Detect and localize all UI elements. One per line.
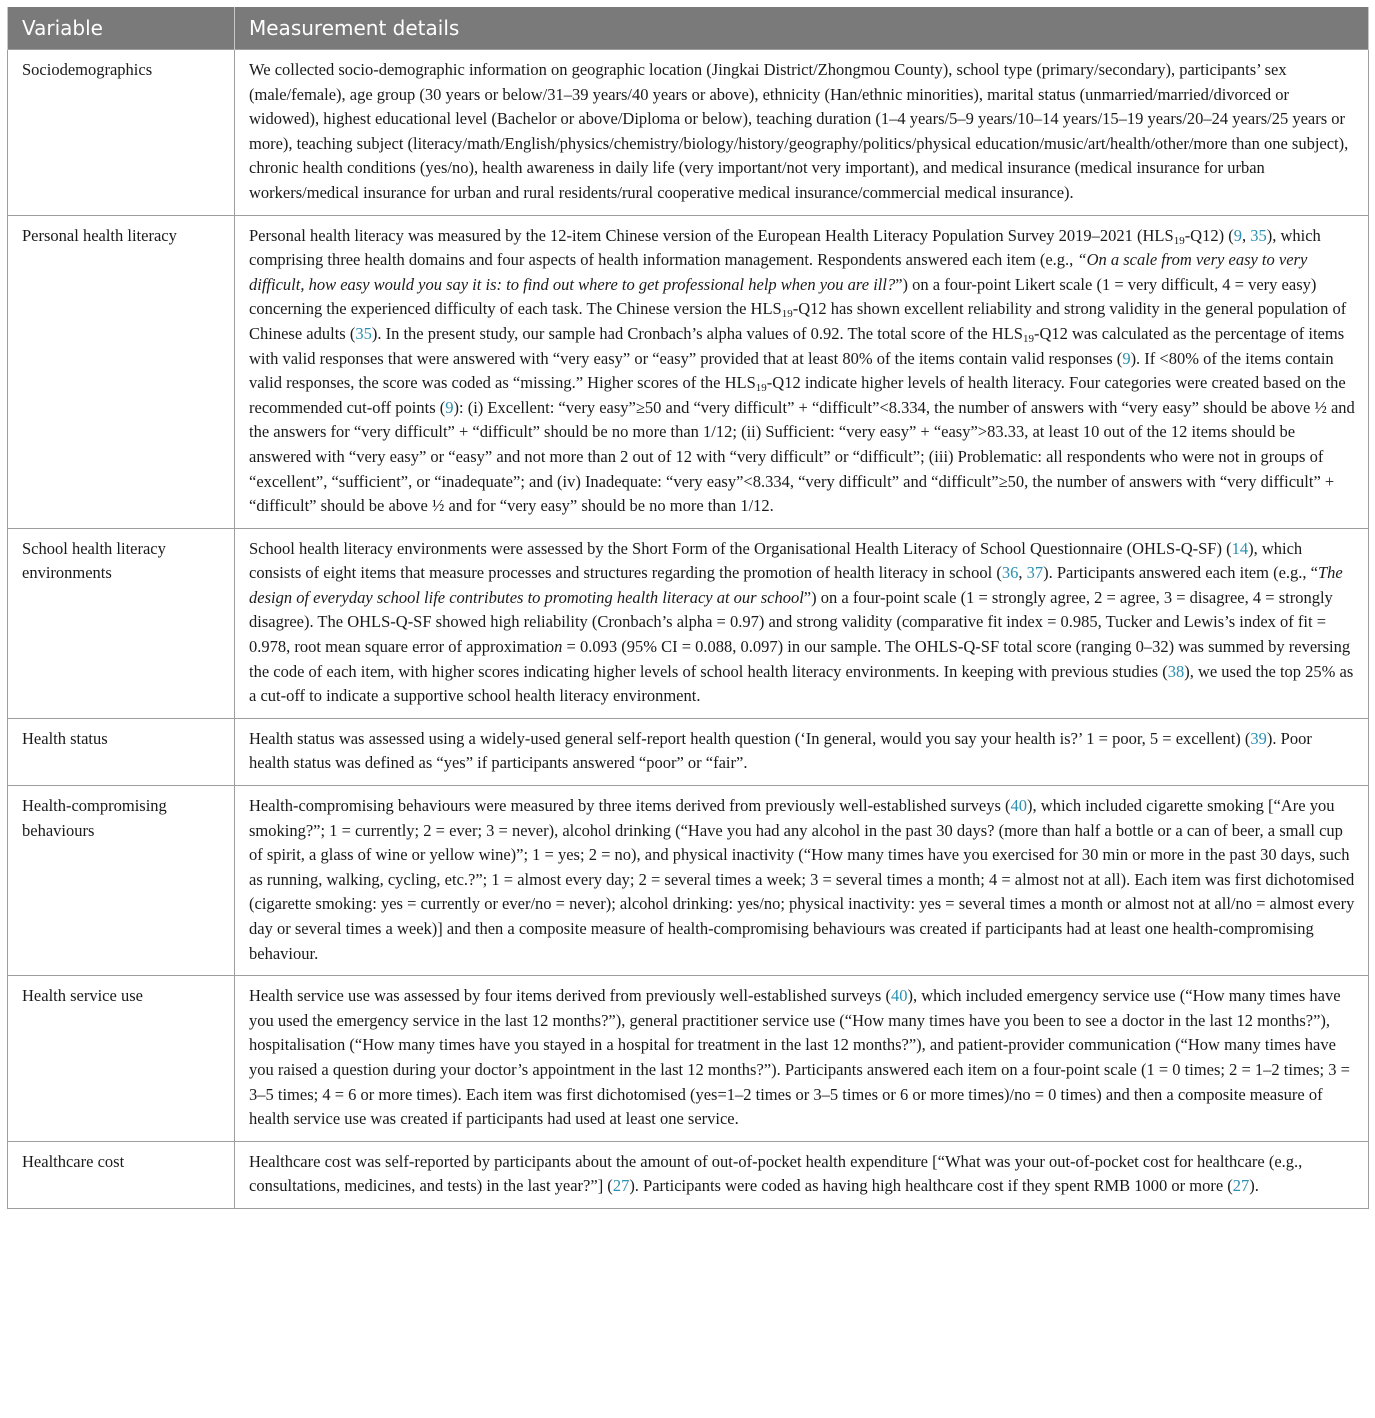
- example-quote: The design of everyday school life contributes to promoting health literacy at our school: [249, 563, 1343, 607]
- variable-cell: School health literacy environments: [8, 528, 235, 718]
- reference-link[interactable]: 40: [890, 986, 908, 1006]
- variable-cell: Personal health literacy: [8, 215, 235, 528]
- example-quote: “On a scale from very easy to very difficult, how easy would you say it is: to find out where to get professional help when you are ill?: [249, 250, 1308, 294]
- table-row: [8, 718, 1369, 785]
- header-variable: Variable: [8, 7, 235, 50]
- subscript: 19: [1173, 234, 1185, 247]
- details-cell: Health service use was assessed by four items derived from previously well-established surveys (40), which included emergency service use (“How many times have you used the emergency service in the last 12 months?”), general practitioner service use (“How many times have you been to see a doctor in the last 12 months?”), hospitalisation (“How many times have you stayed in a hospital for treatment in the last 12 months?”), and patient-provider communication (“How many times have you raised a question during your doctor’s appointment in the last 12 months?”). Participants answered each item on a four-point scale (1 = 0 times; 2 = 1–2 times; 3 = 3–5 times; 4 = 6 or more times). Each item was first dichotomised (yes=1–2 times or 3–5 times or 6 or more times)/no = 0 times) and then a composite measure of health service use was created if participants had used at least one service.: [235, 976, 1369, 1142]
- subscript: 19: [1022, 332, 1034, 345]
- header-measurement-details: Measurement details: [235, 7, 1369, 50]
- reference-link[interactable]: 14: [1231, 538, 1249, 558]
- subscript: 19: [755, 382, 767, 395]
- reference-link[interactable]: 9: [1233, 225, 1242, 245]
- details-cell: We collected socio-demographic information on geographic location (Jingkai District/Zhongmou County), school type (primary/secondary), participants’ sex (male/female), age group (30 years or below/31–39 years/40 years or above), ethnicity (Han/ethnic minorities), marital status (unmarried/married/divorced or widowed), highest educational level (Bachelor or above/Diploma or below), teaching duration (1–4 years/5–9 years/10–14 years/15–19 years/20–24 years/25 years or more), teaching subject (literacy/math/English/physics/chemistry/biology/history/geography/politics/physical education/music/art/health/other/more than one subject), chronic health conditions (yes/no), health awareness in daily life (very important/not very important), and medical insurance (medical insurance for urban workers/medical insurance for urban and rural residents/rural cooperative medical insurance/commercial medical insurance).: [235, 50, 1369, 216]
- variable-cell: Health-compromising behaviours: [8, 786, 235, 976]
- details-cell: Health-compromising behaviours were measured by three items derived from previously well-established surveys (40), which included cigarette smoking [“Are you smoking?”; 1 = currently; 2 = ever; 3 = never), alcohol drinking (“Have you had any alcohol in the past 30 days? (more than half a bottle or a can of beer, a small cup of spirit, a glass of wine or yellow wine)”; 1 = yes; 2 = no), and physical inactivity (“How many times have you exercised for 30 min or more in the past 30 days, such as running, walking, cycling, etc.?”; 1 = almost every day; 2 = several times a week; 3 = several times a month; 4 = almost not at all). Each item was first dichotomised (cigarette smoking: yes = currently or ever/no = never); alcohol drinking: yes/no; physical inactivity: yes = several times a month or almost not at all/no = almost every day or several times a week)] and then a composite measure of health-compromising behaviours was created if participants had at least one health-compromising behaviour.: [235, 786, 1369, 976]
- header-row: [8, 7, 1369, 50]
- reference-link[interactable]: 39: [1250, 728, 1267, 748]
- measurement-table: [7, 7, 1369, 1209]
- details-cell: School health literacy environments were assessed by the Short Form of the Organisational Health Literacy of School Questionnaire (OHLS-Q-SF) (14), which consists of eight items that measure processes and structures regarding the promotion of health literacy in school (36, 37). Participants answered each item (e.g., “The design of everyday school life contributes to promoting health literacy at our school”) on a four-point scale (1 = strongly agree, 2 = agree, 3 = disagree, 4 = strongly disagree). The OHLS-Q-SF showed high reliability (Cronbach’s alpha = 0.97) and strong validity (comparative fit index = 0.985, Tucker and Lewis’s index of fit = 0.978, root mean square error of approximation = 0.093 (95% CI = 0.088, 0.097) in our sample. The OHLS-Q-SF total score (ranging 0–32) was summed by reversing the code of each item, with higher scores indicating higher levels of school health literacy environments. In keeping with previous studies (38), we used the top 25% as a cut-off to indicate a supportive school health literacy environment.: [235, 528, 1369, 718]
- table-row: [8, 528, 1369, 718]
- subscript: 19: [781, 308, 793, 321]
- details-cell: Health status was assessed using a widely-used general self-report health question (‘In general, would you say your health is?’ 1 = poor, 5 = excellent) (39). Poor health status was defined as “yes” if participants answered “poor” or “fair”.: [235, 718, 1369, 785]
- table-row: [8, 215, 1369, 528]
- reference-link[interactable]: 36: [1001, 563, 1019, 583]
- reference-link[interactable]: 40: [1010, 796, 1028, 816]
- reference-link[interactable]: 9: [1122, 348, 1131, 368]
- variable-cell: Health service use: [8, 976, 235, 1142]
- variable-cell: Health status: [8, 718, 235, 785]
- table-row: [8, 1141, 1369, 1208]
- table-row: [8, 976, 1369, 1142]
- table-row: [8, 786, 1369, 976]
- reference-link[interactable]: 9: [445, 397, 454, 417]
- reference-link[interactable]: 35: [355, 323, 372, 343]
- table-row: [8, 50, 1369, 216]
- reference-link[interactable]: 37: [1026, 563, 1044, 583]
- reference-link[interactable]: 38: [1167, 661, 1185, 681]
- reference-link[interactable]: 27: [1232, 1176, 1250, 1196]
- variable-cell: Sociodemographics: [8, 50, 235, 216]
- reference-link[interactable]: 35: [1250, 225, 1267, 245]
- details-cell: Healthcare cost was self-reported by participants about the amount of out-of-pocket health expenditure [“What was your out-of-pocket cost for healthcare (e.g., consultations, medicines, and tests) in the last year?”] (27). Participants were coded as having high healthcare cost if they spent RMB 1000 or more (27).: [235, 1141, 1369, 1208]
- reference-link[interactable]: 27: [612, 1176, 630, 1196]
- variable-cell: Healthcare cost: [8, 1141, 235, 1208]
- details-cell: Personal health literacy was measured by the 12-item Chinese version of the European Health Literacy Population Survey 2019–2021 (HLS19-Q12) (9, 35), which comprising three health domains and four aspects of health information management. Respondents answered each item (e.g., “On a scale from very easy to very difficult, how easy would you say it is: to find out where to get professional help when you are ill?”) on a four-point Likert scale (1 = very difficult, 4 = very easy) concerning the experienced difficulty of each task. The Chinese version the HLS19-Q12 has shown excellent reliability and strong validity in the general population of Chinese adults (35). In the present study, our sample had Cronbach’s alpha values of 0.92. The total score of the HLS19-Q12 was calculated as the percentage of items with valid responses that were answered with “very easy” or “easy” provided that at least 80% of the items contain valid responses (9). If <80% of the items contain valid responses, the score was coded as “missing.” Higher scores of the HLS19-Q12 indicate higher levels of health literacy. Four categories were created based on the recommended cut-off points (9): (i) Excellent: “very easy”≥50 and “very difficult” + “difficult”<8.334, the number of answers with “very easy” should be above ½ and the answers for “very difficult” + “difficult” should be no more than 1/12; (ii) Sufficient: “very easy” + “easy”>83.33, at least 10 out of the 12 items should be answered with “very easy” or “easy” and not more than 2 out of 12 with “very difficult” or “difficult”; (iii) Problematic: all respondents who were not in groups of “excellent”, “sufficient”, or “inadequate”; and (iv) Inadequate: “very easy”<8.334, “very difficult” and “difficult”≥50, the number of answers with “very difficult” + “difficult” should be above ½ and for “very easy” should be no more than 1/12.: [235, 215, 1369, 528]
